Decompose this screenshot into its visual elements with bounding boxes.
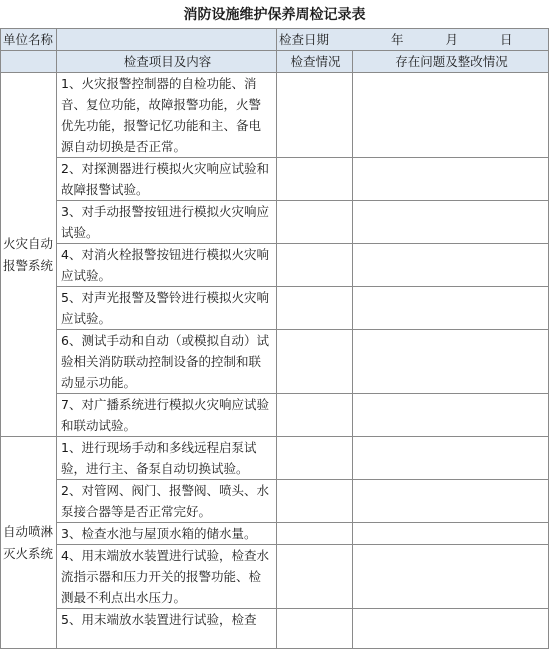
check-item-text: 1、火灾报警控制器的自检功能、消音、复位功能，故障报警功能，火警优先功能，报警记忆功能和主、备电源自动切换是否正常。 — [57, 73, 277, 158]
item-column-header: 检查项目及内容 — [57, 51, 277, 73]
table-row — [1, 330, 549, 394]
unit-name-field[interactable] — [57, 29, 277, 51]
table-row — [1, 201, 549, 244]
issue-rectification-cell[interactable] — [353, 158, 549, 201]
system-name-cell: 火灾自动报警系统 — [1, 73, 57, 437]
status-column-header: 检查情况 — [277, 51, 353, 73]
issue-rectification-cell[interactable] — [353, 480, 549, 523]
table-row — [1, 545, 549, 609]
table-row — [1, 437, 549, 480]
unit-date-row — [1, 29, 549, 51]
check-item-text: 6、测试手动和自动（或模拟自动）试验相关消防联动控制设备的控制和联动显示功能。 — [57, 330, 277, 394]
check-status-cell[interactable] — [277, 394, 353, 437]
table-row — [1, 394, 549, 437]
issue-rectification-cell[interactable] — [353, 394, 549, 437]
table-row — [1, 480, 549, 523]
inspection-date-field[interactable] — [277, 29, 549, 51]
check-status-cell[interactable] — [277, 287, 353, 330]
check-status-cell[interactable] — [277, 244, 353, 287]
check-status-cell[interactable] — [277, 609, 353, 649]
check-status-cell[interactable] — [277, 73, 353, 158]
check-status-cell[interactable] — [277, 480, 353, 523]
check-item-text: 1、进行现场手动和多线远程启泵试验，进行主、备泵自动切换试验。 — [57, 437, 277, 480]
date-day-label: 日 — [499, 32, 513, 47]
issue-rectification-cell[interactable] — [353, 330, 549, 394]
sheet-title: 消防设施维护保养周检记录表 — [183, 7, 366, 23]
table-row — [1, 287, 549, 330]
check-status-cell[interactable] — [277, 201, 353, 244]
date-label: 检查日期 — [279, 32, 330, 47]
issues-column-header: 存在问题及整改情况 — [353, 51, 549, 73]
date-month-label: 月 — [445, 32, 458, 47]
unit-name-label: 单位名称 — [1, 29, 57, 51]
check-item-text: 5、用末端放水装置进行试验，检查 — [57, 609, 277, 649]
issue-rectification-cell[interactable] — [353, 545, 549, 609]
date-year-label: 年 — [390, 32, 404, 47]
system-column-header — [1, 51, 57, 73]
table-row — [1, 158, 549, 201]
check-item-text: 2、对管网、阀门、报警阀、喷头、水泵接合器等是否正常完好。 — [57, 480, 277, 523]
table-row — [1, 523, 549, 545]
check-status-cell[interactable] — [277, 158, 353, 201]
check-status-cell[interactable] — [277, 523, 353, 545]
issue-rectification-cell[interactable] — [353, 73, 549, 158]
check-item-text: 4、对消火栓报警按钮进行模拟火灾响应试验。 — [57, 244, 277, 287]
table-row — [1, 609, 549, 649]
issue-rectification-cell[interactable] — [353, 287, 549, 330]
table-row — [1, 244, 549, 287]
issue-rectification-cell[interactable] — [353, 523, 549, 545]
check-status-cell[interactable] — [277, 545, 353, 609]
column-header-row — [1, 51, 549, 73]
check-item-text: 3、对手动报警按钮进行模拟火灾响应试验。 — [57, 201, 277, 244]
issue-rectification-cell[interactable] — [353, 201, 549, 244]
issue-rectification-cell[interactable] — [353, 244, 549, 287]
inspection-table — [0, 28, 549, 649]
issue-rectification-cell[interactable] — [353, 609, 549, 649]
check-item-text: 5、对声光报警及警铃进行模拟火灾响应试验。 — [57, 287, 277, 330]
check-item-text: 7、对广播系统进行模拟火灾响应试验和联动试验。 — [57, 394, 277, 437]
table-row — [1, 73, 549, 158]
issue-rectification-cell[interactable] — [353, 437, 549, 480]
check-item-text: 3、检查水池与屋顶水箱的储水量。 — [57, 523, 277, 545]
check-item-text: 4、用末端放水装置进行试验，检查水流指示器和压力开关的报警功能、检测最不利点出水压力。 — [57, 545, 277, 609]
check-status-cell[interactable] — [277, 437, 353, 480]
system-name-cell: 自动喷淋灭火系统 — [1, 437, 57, 649]
check-item-text: 2、对探测器进行模拟火灾响应试验和故障报警试验。 — [57, 158, 277, 201]
check-status-cell[interactable] — [277, 330, 353, 394]
